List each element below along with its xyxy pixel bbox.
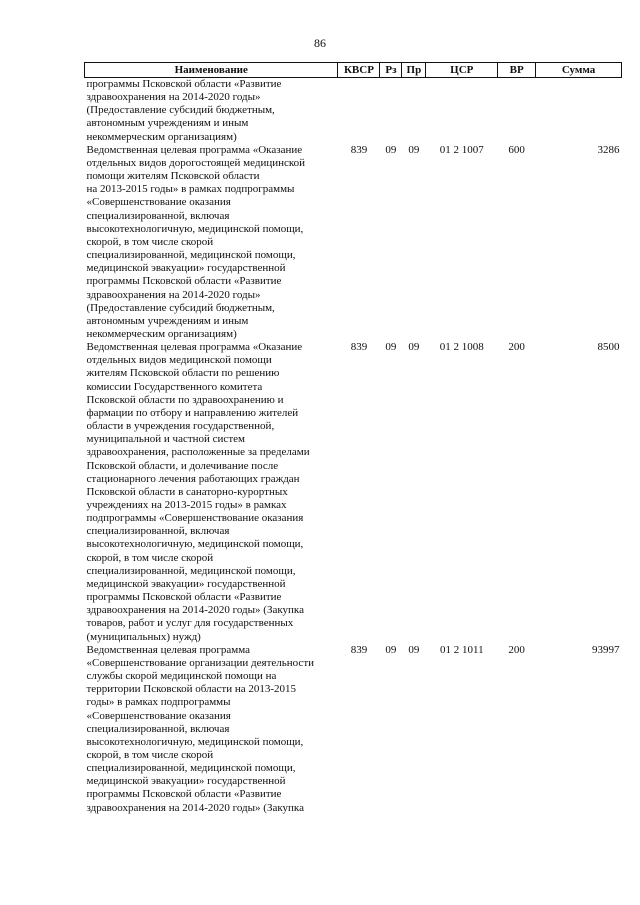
table-row xyxy=(85,644,622,815)
row-kvsr: 839 xyxy=(350,143,368,156)
budget-table xyxy=(84,62,622,815)
table-header-row xyxy=(85,63,622,78)
row-rz xyxy=(380,78,402,144)
row-csr: 01 2 1011 xyxy=(439,643,484,656)
row-rz: 09 xyxy=(385,341,397,354)
row-pr: 09 xyxy=(408,143,420,156)
row-csr xyxy=(426,78,498,144)
row-name: Ведомственная целевая программа «Совершенствование организации деятельности службы скорой медицинской помощи на территории Псковской области на 2013-2015 годы» в рамках подпрограммы «Совершенствование оказания специализированной, включая высокотехнологичную, медицинской помощи, скорой, в том числе скорой специализированной, медицинской помощи, медицинской эвакуации» государственной программы Псковской области «Развитие здравоохранения на 2014-2020 годы» (Закупка xyxy=(86,643,315,814)
row-rz: 09 xyxy=(385,643,397,656)
header-name: Наименование xyxy=(85,63,338,78)
row-kvsr: 839 xyxy=(350,643,368,656)
header-vr: ВР xyxy=(498,63,536,78)
row-name: Ведомственная целевая программа «Оказание отдельных видов дорогостоящей медицинской помощи жителям Псковской области на 2013-2015 годы» в рамках подпрограммы «Совершенствование оказания специализированной, включая высокотехнологичную, медицинской помощи, скорой, в том числе скорой специализированной, медицинской помощи, медицинской эвакуации» государственной программы Псковской области «Развитие здравоохранения на 2014-2020 годы» (Предоставление субсидий бюджетным, автономным учреждениям и иным некоммерческим организациям) xyxy=(86,143,306,340)
row-csr: 01 2 1007 xyxy=(439,143,484,156)
header-kvsr: КВСР xyxy=(338,63,380,78)
row-sum: 93997 xyxy=(592,643,620,656)
row-sum: 8500 xyxy=(597,341,620,354)
row-vr xyxy=(498,78,536,144)
row-vr: 200 xyxy=(508,643,525,656)
table-row xyxy=(85,78,622,144)
row-vr: 600 xyxy=(508,143,525,156)
header-pr: Пр xyxy=(402,63,426,78)
row-pr xyxy=(402,78,426,144)
row-rz: 09 xyxy=(385,143,397,156)
header-sum: Сумма xyxy=(536,63,622,78)
row-csr: 01 2 1008 xyxy=(439,341,484,354)
row-sum: 3286 xyxy=(597,143,620,156)
row-kvsr: 839 xyxy=(350,341,368,354)
table-row xyxy=(85,144,622,341)
header-rz: Рз xyxy=(380,63,402,78)
row-vr: 200 xyxy=(508,341,525,354)
row-kvsr xyxy=(338,78,380,144)
row-pr: 09 xyxy=(408,643,420,656)
header-csr: ЦСР xyxy=(426,63,498,78)
table-row xyxy=(85,341,622,644)
row-sum xyxy=(536,78,622,144)
row-pr: 09 xyxy=(408,341,420,354)
page-number: 86 xyxy=(314,36,326,50)
row-name: Ведомственная целевая программа «Оказание отдельных видов медицинской помощи жителям Псковской области по решению комиссии Государственного комитета Псковской области по здравоохранению и фармации по отбору и направлению жителей области в учреждения государственной, муниципальной и частной систем здравоохранения, расположенные за пределами Псковской области, и долечивание после стационарного лечения работающих граждан Псковской области в санаторно-курортных учреждениях на 2013-2015 годы» в рамках подпрограммы «Совершенствование оказания специализированной, включая высокотехнологичную, медицинской помощи, скорой, в том числе скорой специализированной, медицинской помощи, медицинской эвакуации» государственной программы Псковской области «Развитие здравоохранения на 2014-2020 годы» (Закупка товаров, работ и услуг для государственных (муниципальных) нужд) xyxy=(86,341,310,643)
row-name: программы Псковской области «Развитие здравоохранения на 2014-2020 годы» (Предоставление субсидий бюджетным, автономным учреждениям и иным некоммерческим организациям) xyxy=(86,78,282,143)
